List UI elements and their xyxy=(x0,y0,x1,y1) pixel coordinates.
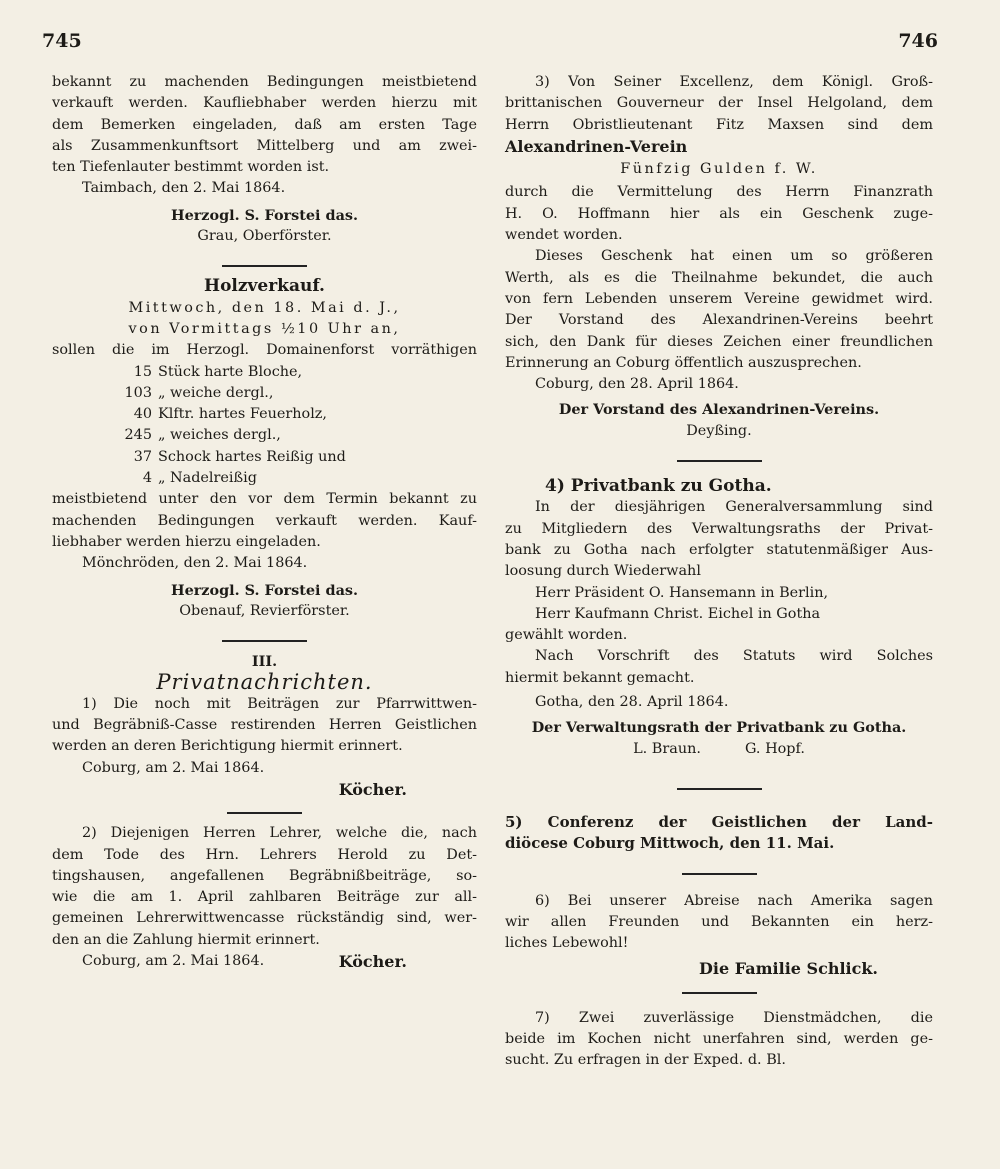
list-item xyxy=(52,383,477,404)
text-line: liches Lebewohl! xyxy=(505,935,629,952)
divider xyxy=(227,812,302,814)
text-line: 1) Die noch mit Beiträgen zur Pfarrwittwen- xyxy=(82,695,477,712)
signature-name: Köcher. xyxy=(338,779,407,799)
elected-member: Herr Präsident O. Hansemann in Berlin, xyxy=(535,584,829,601)
text-line: 2) Diejenigen Herren Lehrer, welche die, nach xyxy=(82,825,477,842)
quantity: 4 xyxy=(142,470,152,487)
list-item xyxy=(52,468,477,489)
dateline: Coburg, am 2. Mai 1864. xyxy=(82,952,265,969)
quantity: 40 xyxy=(133,406,152,423)
page-number-right: 746 xyxy=(898,30,938,52)
donation-amount: Fünfzig Gulden f. W. xyxy=(620,161,818,178)
text-line: Erinnerung an Coburg öffentlich auszusprechen. xyxy=(505,354,862,371)
text-line: gemeinen Lehrerwittwencasse rückständig sind, wer- xyxy=(52,910,477,927)
item-text: Schock hartes Reißig und xyxy=(158,448,346,465)
signature-name: Köcher. xyxy=(338,952,407,972)
item-text: Klftr. hartes Feuerholz, xyxy=(158,406,327,423)
text-line: Nach Vorschrift des Statuts wird Solches xyxy=(535,648,933,665)
text-line: durch die Vermittelung des Herrn Finanzrath xyxy=(505,184,933,201)
list-item xyxy=(52,425,477,446)
divider xyxy=(677,788,762,790)
section-title: Privatnachrichten. xyxy=(156,670,373,695)
text-line: den an die Zahlung hiermit erinnert. xyxy=(52,931,320,948)
text-line: dem Bemerken eingeladen, daß am ersten Tage xyxy=(52,116,477,133)
divider xyxy=(222,265,307,267)
text-line: von fern Lebenden unserem Vereine gewidmet wird. xyxy=(505,290,933,307)
text-line: In der diesjährigen Generalversammlung sind xyxy=(535,499,933,516)
text-line: und Begräbniß-Casse restirenden Herren Geistlichen xyxy=(52,717,477,734)
dateline: Coburg, den 28. April 1864. xyxy=(535,376,739,393)
text-line: Mittwoch, den 18. Mai d. J., xyxy=(128,299,401,316)
signature-row xyxy=(505,739,933,760)
dateline: Mönchröden, den 2. Mai 1864. xyxy=(82,555,308,572)
text-line: Der Vorstand des Alexandrinen-Vereins beehrt xyxy=(505,312,933,329)
signature-name: Grau, Oberförster. xyxy=(197,228,332,245)
divider xyxy=(682,873,757,875)
text-line: sucht. Zu erfragen in der Exped. d. Bl. xyxy=(505,1052,786,1069)
signature-name: Die Familie Schlick. xyxy=(699,959,878,979)
dateline: Taimbach, den 2. Mai 1864. xyxy=(82,180,286,197)
text-line: wie die am 1. April zahlbaren Beiträge zur all- xyxy=(52,889,477,906)
text-line: tingshausen, angefallenen Begräbnißbeiträge, so- xyxy=(52,867,477,884)
text-line: Dieses Geschenk hat einen um so größeren xyxy=(535,248,933,265)
text-line: sollen die im Herzogl. Domainenforst vorräthigen xyxy=(52,342,477,359)
signature-name: Deyßing. xyxy=(686,422,752,439)
wood-list xyxy=(52,362,477,490)
right-column xyxy=(505,72,933,1072)
text-line: meistbietend unter den vor dem Termin bekannt zu xyxy=(52,491,477,508)
conference-heading: 5) Conferenz der Geistlichen der Land- xyxy=(505,812,933,831)
text-line: liebhaber werden hierzu eingeladen. xyxy=(52,533,321,550)
item-text: „ Nadelreißig xyxy=(158,470,257,487)
text-line: wendet worden. xyxy=(505,227,623,244)
text-line: wir allen Freunden und Bekannten ein herz- xyxy=(505,913,933,930)
text-line: Herrn Obristlieutenant Fitz Maxsen sind dem xyxy=(505,116,933,133)
divider xyxy=(222,640,307,642)
left-column xyxy=(52,72,477,973)
quantity: 103 xyxy=(124,384,152,401)
text-line: ten Tiefenlauter bestimmt worden ist. xyxy=(52,159,330,176)
divider xyxy=(682,992,757,994)
text-line: 7) Zwei zuverlässige Dienstmädchen, die xyxy=(535,1009,933,1026)
text-line: zu Mitgliedern des Verwaltungsraths der Privat- xyxy=(505,520,933,537)
item-text: Stück harte Bloche, xyxy=(158,363,303,380)
list-item xyxy=(52,447,477,468)
dateline: Coburg, am 2. Mai 1864. xyxy=(82,759,265,776)
text-line: beide im Kochen nicht unerfahren sind, werden ge- xyxy=(505,1030,933,1047)
signature-office: Der Vorstand des Alexandrinen-Vereins. xyxy=(558,401,880,419)
text-line: machenden Bedingungen verkauft werden. Kauf- xyxy=(52,512,477,529)
text-line: gewählt worden. xyxy=(505,627,628,644)
signature-name: G. Hopf. xyxy=(744,740,805,757)
list-item xyxy=(52,404,477,425)
text-line: 3) Von Seiner Excellenz, dem Königl. Groß- xyxy=(535,74,933,90)
text-line: bekannt zu machenden Bedingungen meistbietend xyxy=(52,74,477,90)
conference-heading: diöcese Coburg Mittwoch, den 11. Mai. xyxy=(505,834,835,853)
signature-name: L. Braun. xyxy=(633,740,701,757)
elected-member: Herr Kaufmann Christ. Eichel in Gotha xyxy=(535,605,821,622)
page-number-left: 745 xyxy=(42,30,82,52)
section-heading-privatbank: 4) Privatbank zu Gotha. xyxy=(545,476,772,497)
signature-office: Herzogl. S. Forstei das. xyxy=(170,206,359,224)
section-heading-holzverkauf: Holzverkauf. xyxy=(204,276,325,297)
text-line: als Zusammenkunftsort Mittelberg und am zwei- xyxy=(52,137,477,154)
quantity: 15 xyxy=(133,363,152,380)
list-item xyxy=(52,362,477,383)
divider xyxy=(677,460,762,462)
dateline: Gotha, den 28. April 1864. xyxy=(535,694,729,711)
text-line: dem Tode des Hrn. Lehrers Herold zu Det- xyxy=(52,846,477,863)
text-line: Werth, als es die Theilnahme bekundet, die auch xyxy=(505,269,933,286)
text-line: loosung durch Wiederwahl xyxy=(505,563,701,580)
quantity: 245 xyxy=(124,427,152,444)
text-line: H. O. Hoffmann hier als ein Geschenk zuge- xyxy=(505,205,933,222)
text-line: hiermit bekannt gemacht. xyxy=(505,669,695,686)
text-line: von Vormittags ½10 Uhr an, xyxy=(128,320,401,337)
signature-office: Der Verwaltungsrath der Privatbank zu Gotha. xyxy=(531,719,907,737)
text-line: bank zu Gotha nach erfolgter statutenmäßiger Aus- xyxy=(505,541,933,558)
text-line: verkauft werden. Kaufliebhaber werden hierzu mit xyxy=(52,95,477,112)
association-name: Alexandrinen-Verein xyxy=(505,136,688,156)
item-text: „ weiche dergl., xyxy=(158,384,274,401)
signature-office: Herzogl. S. Forstei das. xyxy=(170,581,359,599)
text-line: 6) Bei unserer Abreise nach Amerika sagen xyxy=(535,892,933,909)
text-line: brittanischen Gouverneur der Insel Helgoland, dem xyxy=(505,95,933,112)
text-line: werden an deren Berichtigung hiermit erinnert. xyxy=(52,738,403,755)
quantity: 37 xyxy=(133,448,152,465)
item-text: „ weiches dergl., xyxy=(158,427,281,444)
signature-name: Obenauf, Revierförster. xyxy=(179,602,350,619)
section-number: III. xyxy=(251,653,278,671)
text-line: sich, den Dank für dieses Zeichen einer freundlichen xyxy=(505,333,933,350)
